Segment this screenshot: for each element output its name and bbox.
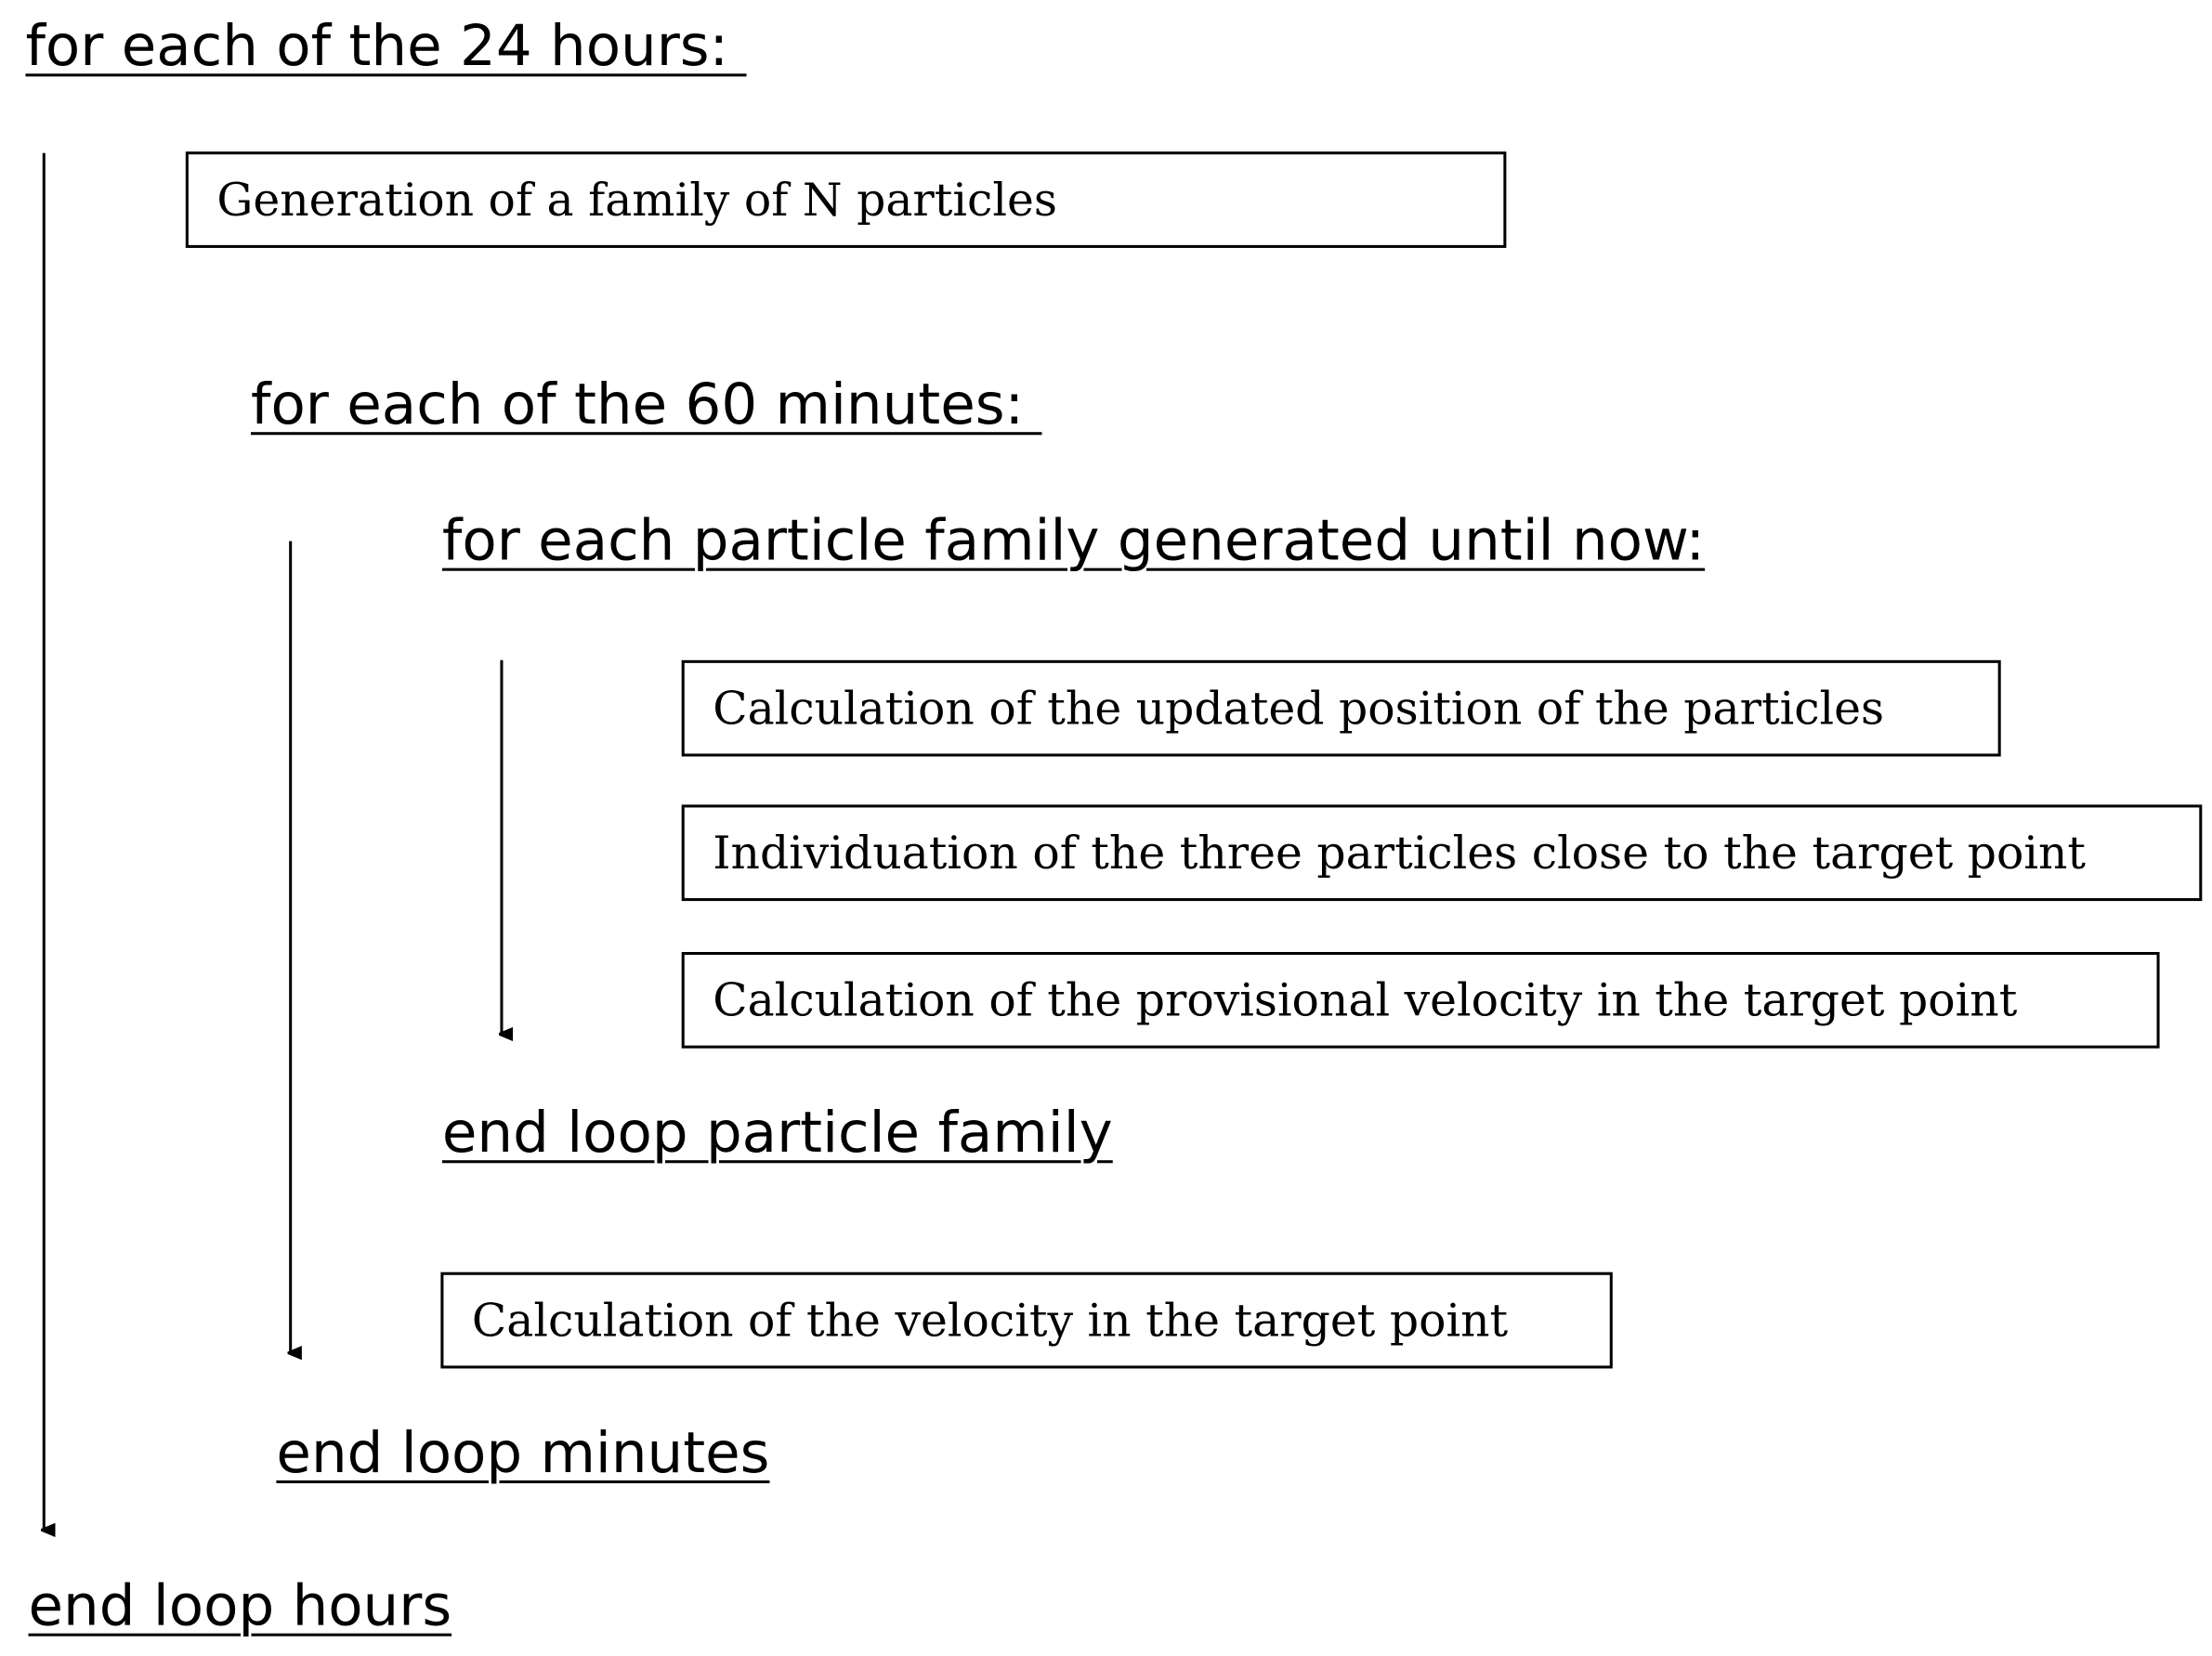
family-loop-start: for each particle family generated until now: bbox=[441, 508, 1706, 574]
individuation-step: Individuation of the three particles close to the target point bbox=[682, 804, 2203, 901]
minutes-loop-end: end loop minutes bbox=[276, 1420, 770, 1487]
generation-step: Generation of a family of N particles bbox=[186, 151, 1507, 248]
family-loop-end: end loop particle family bbox=[441, 1101, 1113, 1167]
provisional-velocity-step: Calculation of the provisional velocity in the target point bbox=[682, 952, 2160, 1049]
minutes-loop-start: for each of the 60 minutes: bbox=[250, 372, 1042, 438]
update-position-step: Calculation of the updated position of the particles bbox=[682, 660, 2001, 757]
velocity-step: Calculation of the velocity in the target point bbox=[440, 1272, 1612, 1369]
hours-loop-start: for each of the 24 hours: bbox=[25, 14, 747, 80]
hours-loop-end: end loop hours bbox=[28, 1573, 452, 1639]
